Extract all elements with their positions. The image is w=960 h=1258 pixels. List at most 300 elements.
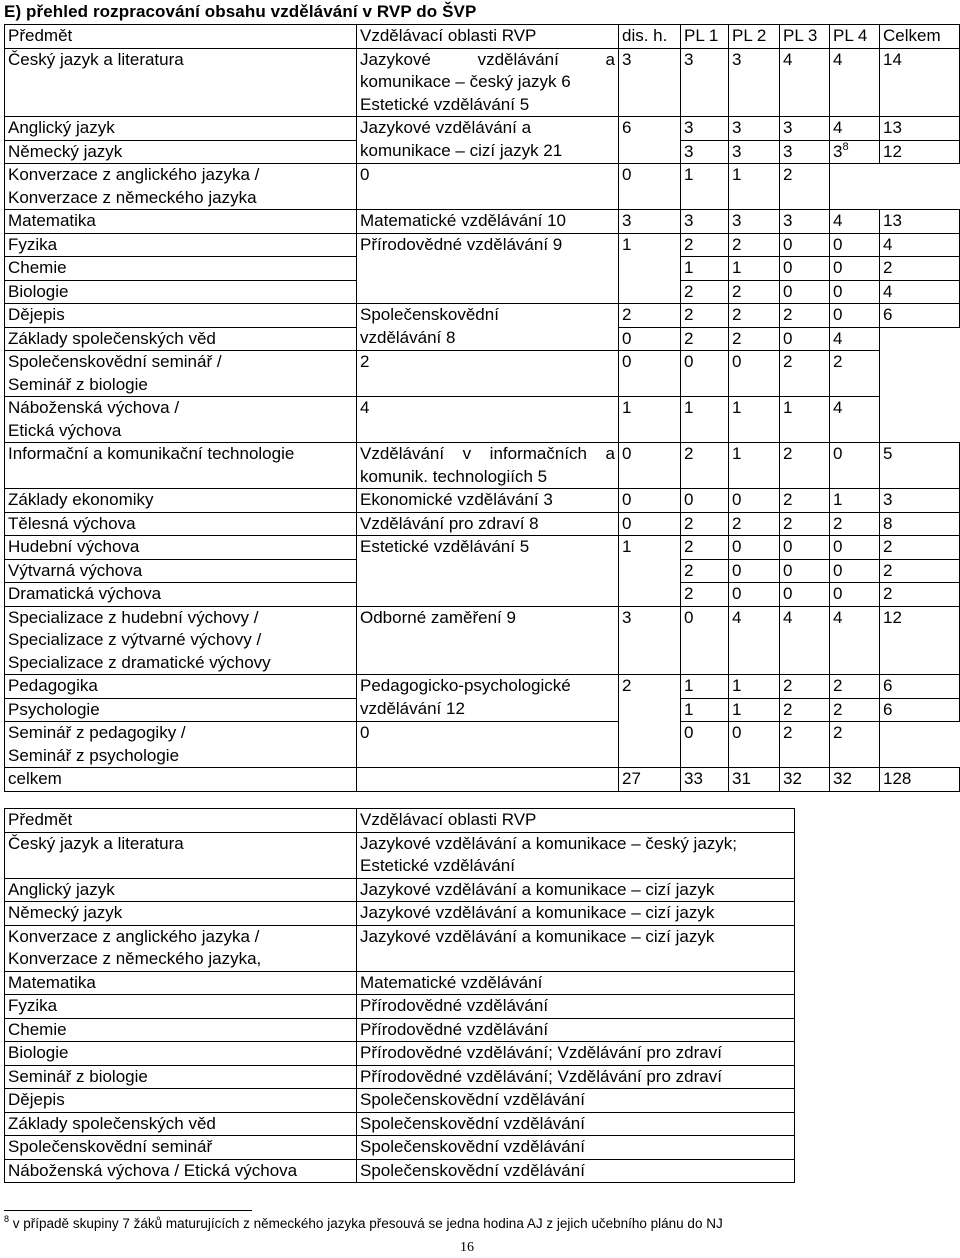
cell-line: Pedagogicko-psychologické bbox=[360, 676, 571, 695]
hours-value: 12 bbox=[883, 141, 902, 161]
subject-cell bbox=[5, 351, 357, 397]
hours-cell bbox=[681, 210, 729, 234]
hours-cell bbox=[780, 280, 830, 304]
hours-cell bbox=[830, 675, 880, 699]
table-row bbox=[5, 832, 795, 878]
table-row bbox=[5, 304, 960, 328]
hours-cell bbox=[830, 583, 880, 607]
hours-value: 3 bbox=[684, 49, 694, 69]
hours-cell bbox=[880, 443, 960, 489]
hours-cell bbox=[780, 536, 830, 560]
area-cell bbox=[357, 606, 619, 675]
cell-line: Základy společenských věd bbox=[8, 328, 216, 348]
cell-line: Dramatická výchova bbox=[8, 584, 162, 603]
table-row bbox=[5, 512, 960, 536]
subject-cell bbox=[5, 512, 357, 536]
area-cell bbox=[357, 512, 619, 536]
cell-line: Fyzika bbox=[8, 996, 58, 1015]
area-cell bbox=[357, 304, 619, 351]
hours-value: 0 bbox=[360, 723, 370, 742]
cell-line: Pedagogika bbox=[8, 676, 98, 695]
hours-value: 4 bbox=[833, 398, 843, 417]
area-cell bbox=[357, 1018, 795, 1042]
hours-value: 1 bbox=[684, 676, 694, 695]
cell-line: Společenskovědní seminář bbox=[8, 1137, 213, 1156]
footnote-mark: 8 bbox=[842, 140, 849, 153]
hours-cell bbox=[880, 140, 960, 164]
table-row bbox=[5, 902, 795, 926]
hours-value: 2 bbox=[684, 305, 694, 324]
hours-value: 1 bbox=[684, 258, 694, 277]
hours-cell bbox=[780, 512, 830, 536]
footnote bbox=[4, 1216, 723, 1231]
area-cell bbox=[357, 210, 619, 234]
table-row bbox=[5, 351, 960, 397]
cell-line: Konverzace z anglického jazyka / bbox=[8, 165, 260, 184]
hours-cell bbox=[780, 489, 830, 513]
subject-cell bbox=[5, 280, 357, 304]
hours-value: 3 bbox=[732, 141, 742, 161]
cell-line: Společenskovědní vzdělávání bbox=[360, 1137, 585, 1156]
hours-cell bbox=[619, 327, 681, 351]
hours-cell bbox=[780, 583, 830, 607]
hours-value: 13 bbox=[883, 211, 902, 230]
subject-cell bbox=[5, 675, 357, 699]
hours-value: 2 bbox=[684, 584, 694, 603]
subject-cell bbox=[5, 768, 357, 792]
subject-cell bbox=[5, 606, 357, 675]
hours-cell bbox=[681, 536, 729, 560]
hours-cell bbox=[681, 489, 729, 513]
column-header: Předmět bbox=[5, 25, 357, 49]
table-row bbox=[5, 1159, 795, 1183]
hours-cell bbox=[780, 304, 830, 328]
subject-cell bbox=[5, 971, 357, 995]
hours-value: 2 bbox=[684, 281, 694, 301]
area-cell bbox=[357, 1042, 795, 1066]
hours-cell bbox=[830, 233, 880, 257]
hours-value: 0 bbox=[833, 305, 843, 324]
footnote-mark: 8 bbox=[4, 1214, 10, 1224]
subject-cell bbox=[5, 489, 357, 513]
subject-cell bbox=[5, 48, 357, 117]
hours-cell bbox=[780, 768, 830, 792]
hours-cell bbox=[729, 210, 780, 234]
table-row bbox=[5, 971, 795, 995]
cell-line: Konverzace z německého jazyka, bbox=[8, 949, 262, 968]
hours-value: 1 bbox=[732, 444, 742, 463]
area-cell bbox=[357, 995, 795, 1019]
hours-cell bbox=[729, 512, 780, 536]
hours-cell bbox=[780, 257, 830, 281]
hours-value: 0 bbox=[833, 537, 843, 556]
column-header: Předmět bbox=[5, 809, 357, 833]
subject-cell bbox=[5, 1112, 357, 1136]
cell-line: vzdělávání 8 bbox=[360, 327, 456, 347]
cell-line: Specializace z výtvarné výchovy / bbox=[8, 630, 262, 649]
hours-cell bbox=[830, 304, 880, 328]
hours-value: 0 bbox=[684, 352, 694, 371]
hours-value: 1 bbox=[684, 699, 694, 719]
cell-line: Výtvarná výchova bbox=[8, 560, 143, 580]
hours-cell bbox=[830, 280, 880, 304]
hours-cell bbox=[681, 280, 729, 304]
hours-value: 4 bbox=[833, 118, 843, 137]
hours-value: 4 bbox=[833, 49, 843, 69]
hours-value: 2 bbox=[783, 513, 793, 533]
subject-cell bbox=[5, 1159, 357, 1183]
cell-line: Biologie bbox=[8, 281, 69, 301]
hours-cell bbox=[729, 536, 780, 560]
area-cell bbox=[357, 902, 795, 926]
hours-cell bbox=[780, 722, 830, 768]
hours-cell bbox=[780, 210, 830, 234]
hours-value: 4 bbox=[883, 234, 893, 254]
cell-line: Anglický jazyk bbox=[8, 118, 115, 137]
hours-cell bbox=[830, 48, 880, 117]
hours-cell bbox=[729, 233, 780, 257]
cell-line: Chemie bbox=[8, 258, 67, 277]
hours-cell: 3 bbox=[619, 48, 681, 117]
hours-cell bbox=[729, 722, 780, 768]
hours-cell bbox=[880, 210, 960, 234]
hours-cell bbox=[729, 768, 780, 792]
hours-cell bbox=[880, 559, 960, 583]
hours-value: 3 bbox=[833, 141, 843, 161]
hours-value: 1 bbox=[732, 398, 742, 417]
hours-cell bbox=[681, 698, 729, 722]
hours-value: 2 bbox=[783, 490, 793, 509]
area-cell bbox=[357, 832, 795, 878]
hours-value: 6 bbox=[883, 676, 893, 695]
subject-cell bbox=[5, 304, 357, 328]
column-header: PL 3 bbox=[780, 25, 830, 49]
subject-cell bbox=[5, 536, 357, 560]
table-row bbox=[5, 606, 960, 675]
area-cell bbox=[357, 768, 619, 792]
hours-value: 0 bbox=[732, 560, 742, 580]
table-row bbox=[5, 536, 960, 560]
hours-value: 3 bbox=[732, 118, 742, 137]
hours-cell: 0 bbox=[619, 443, 681, 489]
cell-line: Tělesná výchova bbox=[8, 513, 136, 533]
hours-value: 2 bbox=[732, 328, 742, 348]
hours-cell bbox=[729, 443, 780, 489]
cell-line: Německý jazyk bbox=[8, 903, 123, 922]
subject-cell bbox=[5, 117, 357, 141]
hours-cell bbox=[880, 48, 960, 117]
cell-line: Psychologie bbox=[8, 699, 100, 719]
cell-line: komunik. technologiích 5 bbox=[360, 466, 548, 486]
area-cell bbox=[357, 971, 795, 995]
hours-cell bbox=[780, 48, 830, 117]
hours-value: 2 bbox=[833, 352, 843, 371]
hours-value: 6 bbox=[883, 305, 893, 324]
cell-line: Jazykové vzdělávání a bbox=[360, 118, 532, 137]
hours-cell bbox=[681, 675, 729, 699]
cell-line: Fyzika bbox=[8, 234, 58, 254]
hours-value: 3 bbox=[732, 211, 742, 230]
hours-value: 2 bbox=[833, 723, 843, 742]
table-row bbox=[5, 925, 795, 971]
hours-value: 1 bbox=[732, 699, 742, 719]
cell-line: Přírodovědné vzdělávání bbox=[360, 1019, 549, 1039]
cell-line: Český jazyk a literatura bbox=[8, 833, 184, 853]
curriculum-hours-table bbox=[4, 24, 960, 792]
hours-cell bbox=[880, 675, 960, 699]
hours-cell bbox=[830, 536, 880, 560]
hours-value: 0 bbox=[622, 165, 632, 184]
hours-value: 33 bbox=[684, 769, 703, 788]
hours-value: 4 bbox=[883, 281, 893, 301]
table-row bbox=[5, 443, 960, 489]
column-header: Vzdělávací oblasti RVP bbox=[357, 25, 619, 49]
hours-value: 4 bbox=[833, 211, 843, 230]
hours-value: 0 bbox=[684, 607, 694, 627]
area-cell bbox=[357, 878, 795, 902]
hours-value: 32 bbox=[833, 769, 852, 788]
subject-cell bbox=[5, 878, 357, 902]
hours-cell bbox=[729, 489, 780, 513]
hours-value: 13 bbox=[883, 118, 902, 137]
cell-line: Ekonomické vzdělávání 3 bbox=[360, 490, 553, 509]
hours-value: 2 bbox=[684, 444, 694, 463]
cell-line: Jazykové vzdělávání a komunikace – český jazyk; bbox=[360, 833, 738, 853]
cell-line: Jazykové vzdělávání a bbox=[360, 49, 615, 69]
hours-cell bbox=[780, 164, 830, 210]
hours-cell bbox=[780, 675, 830, 699]
table-row bbox=[5, 1042, 795, 1066]
hours-value: 6 bbox=[883, 699, 893, 719]
subject-cell bbox=[5, 397, 357, 443]
table-row bbox=[5, 1089, 795, 1113]
hours-value: 3 bbox=[783, 141, 793, 161]
cell-line: Dějepis bbox=[8, 1090, 65, 1109]
hours-value: 2 bbox=[833, 699, 843, 719]
hours-cell bbox=[780, 140, 830, 164]
hours-cell bbox=[880, 117, 960, 141]
hours-value: 0 bbox=[833, 584, 843, 603]
footnote-text: v případě skupiny 7 žáků maturujících z německého jazyka přesouvá se jedna hodina AJ z jejich učebního plánu do NJ bbox=[12, 1216, 723, 1231]
hours-cell bbox=[830, 698, 880, 722]
hours-value: 2 bbox=[684, 560, 694, 580]
hours-value: 4 bbox=[732, 607, 742, 627]
hours-cell bbox=[681, 140, 729, 164]
cell-line: Náboženská výchova / bbox=[8, 398, 180, 417]
hours-cell bbox=[729, 559, 780, 583]
hours-value: 3 bbox=[783, 211, 793, 230]
hours-value: 2 bbox=[684, 537, 694, 556]
hours-cell bbox=[830, 606, 880, 675]
hours-value: 0 bbox=[833, 234, 843, 254]
hours-value: 2 bbox=[883, 584, 893, 603]
cell-line: Specializace z dramatické výchovy bbox=[8, 652, 271, 672]
hours-value: 4 bbox=[783, 49, 793, 69]
section-heading: E) přehled rozpracování obsahu vzdělávání v RVP do ŠVP bbox=[4, 2, 477, 21]
cell-line: Biologie bbox=[8, 1043, 69, 1062]
hours-value: 2 bbox=[833, 513, 843, 533]
cell-line: Estetické vzdělávání 5 bbox=[360, 537, 530, 556]
column-header: PL 2 bbox=[729, 25, 780, 49]
hours-value: 2 bbox=[883, 537, 893, 556]
hours-cell bbox=[619, 397, 681, 443]
hours-value: 0 bbox=[833, 560, 843, 580]
cell-line: Etická výchova bbox=[8, 420, 122, 440]
column-header: dis. h. bbox=[619, 25, 681, 49]
hours-value: 12 bbox=[883, 607, 902, 627]
hours-cell bbox=[880, 304, 960, 328]
footnote-separator bbox=[4, 1210, 252, 1211]
area-cell bbox=[357, 675, 619, 722]
hours-cell bbox=[780, 351, 830, 397]
hours-value: 0 bbox=[732, 537, 742, 556]
column-header: PL 4 bbox=[830, 25, 880, 49]
hours-value: 2 bbox=[783, 723, 793, 742]
hours-cell bbox=[681, 559, 729, 583]
subject-cell bbox=[5, 1042, 357, 1066]
hours-cell bbox=[880, 698, 960, 722]
cell-line: Společenskovědní vzdělávání bbox=[360, 1160, 585, 1180]
hours-value: 3 bbox=[684, 141, 694, 161]
hours-cell bbox=[619, 164, 681, 210]
cell-line: Přírodovědné vzdělávání bbox=[360, 996, 549, 1015]
area-cell bbox=[357, 1136, 795, 1160]
cell-line: Německý jazyk bbox=[8, 141, 123, 161]
hours-value: 0 bbox=[783, 537, 793, 556]
table-row bbox=[5, 397, 960, 443]
hours-value: 3 bbox=[732, 49, 742, 69]
cell-line: Seminář z psychologie bbox=[8, 745, 180, 765]
subject-cell bbox=[5, 698, 357, 722]
hours-value: 0 bbox=[783, 560, 793, 580]
table-row bbox=[5, 117, 960, 141]
hours-value: 32 bbox=[783, 769, 802, 788]
hours-cell bbox=[830, 443, 880, 489]
hours-cell: 2 bbox=[619, 675, 681, 768]
cell-line: Český jazyk a literatura bbox=[8, 49, 184, 69]
hours-value: 4 bbox=[833, 328, 843, 348]
hours-value: 2 bbox=[783, 699, 793, 719]
hours-cell bbox=[830, 722, 880, 768]
hours-value: 2 bbox=[883, 560, 893, 580]
hours-cell bbox=[729, 140, 780, 164]
cell-line: Anglický jazyk bbox=[8, 879, 115, 899]
hours-value: 0 bbox=[833, 281, 843, 301]
area-cell bbox=[357, 489, 619, 513]
hours-cell bbox=[681, 257, 729, 281]
hours-value: 8 bbox=[883, 513, 893, 533]
hours-cell bbox=[681, 397, 729, 443]
hours-cell bbox=[880, 606, 960, 675]
hours-cell bbox=[681, 48, 729, 117]
cell-line: Matematika bbox=[8, 211, 96, 230]
hours-cell bbox=[830, 768, 880, 792]
hours-value: 0 bbox=[833, 444, 843, 463]
cell-line: celkem bbox=[8, 769, 62, 788]
hours-cell bbox=[681, 233, 729, 257]
hours-value: 2 bbox=[732, 281, 742, 301]
cell-line: Seminář z biologie bbox=[8, 1066, 148, 1086]
hours-value: 4 bbox=[833, 607, 843, 627]
column-header: Celkem bbox=[880, 25, 960, 49]
area-cell bbox=[357, 117, 619, 164]
hours-cell: 0 bbox=[619, 489, 681, 513]
hours-value: 1 bbox=[684, 165, 694, 184]
hours-cell bbox=[729, 698, 780, 722]
table-row bbox=[5, 768, 960, 792]
cell-line: Informační a komunikační technologie bbox=[8, 444, 295, 463]
table-row bbox=[5, 233, 960, 257]
area-cell bbox=[357, 536, 619, 607]
hours-cell bbox=[681, 583, 729, 607]
hours-value: 2 bbox=[684, 513, 694, 533]
hours-value: 2 bbox=[883, 258, 893, 277]
hours-cell bbox=[880, 233, 960, 257]
subject-cell bbox=[5, 583, 357, 607]
cell-line: vzdělávání 12 bbox=[360, 698, 465, 718]
hours-cell bbox=[729, 606, 780, 675]
cell-line: komunikace – český jazyk 6 bbox=[360, 72, 571, 91]
cell-line: Přírodovědné vzdělávání 9 bbox=[360, 234, 563, 254]
subject-cell bbox=[5, 995, 357, 1019]
hours-value: 0 bbox=[783, 584, 793, 603]
hours-value: 0 bbox=[783, 281, 793, 301]
table-row bbox=[5, 1018, 795, 1042]
area-cell bbox=[357, 443, 619, 489]
table-row bbox=[5, 489, 960, 513]
hours-value: 0 bbox=[783, 234, 793, 254]
cell-line: Základy ekonomiky bbox=[8, 490, 154, 509]
hours-cell: 0 bbox=[619, 512, 681, 536]
cell-line: Matematické vzdělávání 10 bbox=[360, 211, 566, 230]
subject-cell bbox=[5, 925, 357, 971]
hours-cell bbox=[357, 164, 619, 210]
table-row bbox=[5, 210, 960, 234]
table-row bbox=[5, 722, 960, 768]
subject-cell bbox=[5, 559, 357, 583]
area-cell bbox=[357, 1065, 795, 1089]
cell-line: Přírodovědné vzdělávání; Vzdělávání pro zdraví bbox=[360, 1043, 722, 1062]
hours-cell bbox=[729, 164, 780, 210]
hours-cell bbox=[880, 536, 960, 560]
hours-value: 3 bbox=[883, 490, 893, 509]
hours-value: 0 bbox=[783, 328, 793, 348]
hours-cell bbox=[729, 351, 780, 397]
subject-cell bbox=[5, 327, 357, 351]
cell-line: Specializace z hudební výchovy / bbox=[8, 607, 259, 627]
hours-value: 3 bbox=[783, 118, 793, 137]
cell-line: Jazykové vzdělávání a komunikace – cizí jazyk bbox=[360, 903, 715, 922]
area-cell bbox=[357, 1112, 795, 1136]
hours-cell bbox=[681, 351, 729, 397]
hours-value: 0 bbox=[622, 328, 632, 348]
column-header: Vzdělávací oblasti RVP bbox=[357, 809, 795, 833]
hours-cell bbox=[880, 489, 960, 513]
hours-value: 0 bbox=[684, 723, 694, 742]
subject-cell bbox=[5, 164, 357, 210]
table-header-row bbox=[5, 25, 960, 49]
hours-cell bbox=[780, 698, 830, 722]
hours-cell bbox=[681, 164, 729, 210]
hours-value: 4 bbox=[783, 607, 793, 627]
subject-cell bbox=[5, 443, 357, 489]
hours-value: 2 bbox=[783, 444, 793, 463]
hours-cell bbox=[830, 210, 880, 234]
hours-value: 2 bbox=[732, 234, 742, 254]
hours-value: 14 bbox=[883, 49, 902, 69]
hours-value: 3 bbox=[684, 118, 694, 137]
area-cell bbox=[357, 48, 619, 117]
